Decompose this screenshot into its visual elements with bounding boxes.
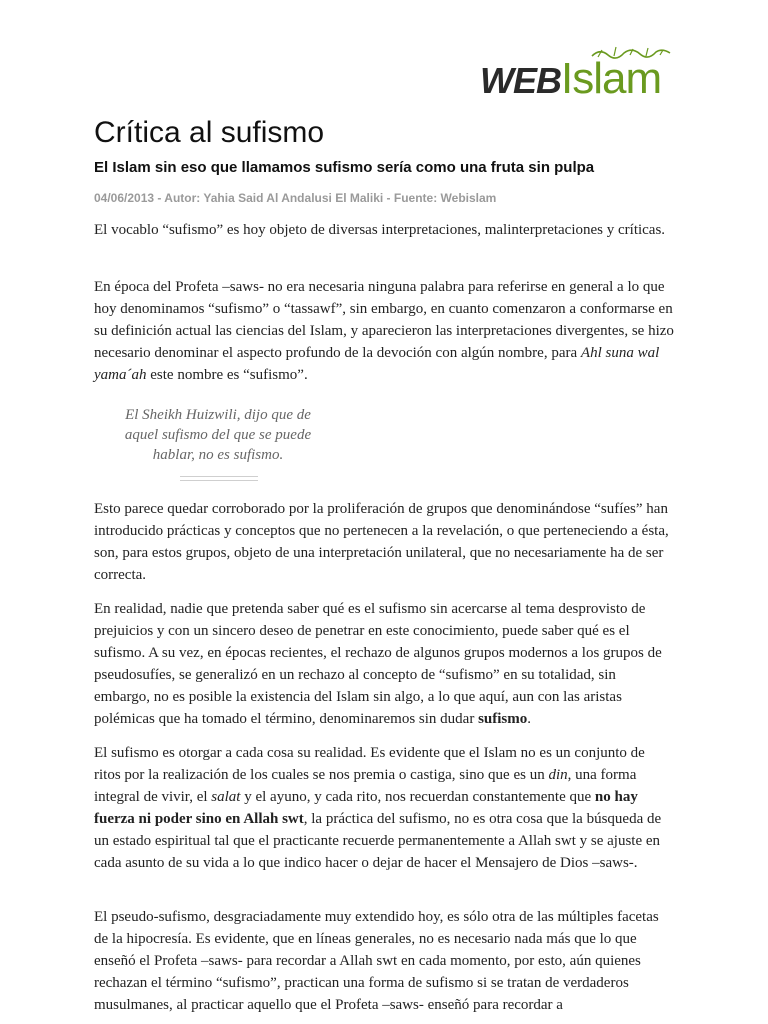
article-title: Crítica al sufismo bbox=[94, 116, 325, 149]
paragraph-4-text-a: En realidad, nadie que pretenda saber qué es el sufismo sin acercarse al tema desprovisto de prejuicios y con un sincero deseo de penetrar en este conocimiento, puede saber qué es el sufismo. A su vez, en épocas recientes, el rechazo de algunos grupos modernos a los grupos de pseudosufíes, se generalizó en un rechazo al concepto de “sufismo” en su totalidad, sin embargo, no es posible la existencia del Islam sin algo, a lo que aquí, aun con las aristas polémicas que ha tomado el término, denominaremos sin dudar bbox=[94, 601, 662, 727]
paragraph-3: Esto parece quedar corroborado por la proliferación de grupos que denominándose “sufíes” han introducido prácticas y conceptos que no pertenecen a la revelación, o que perteneciendo a ésta, son, para estos grupos, objeto de una interpretación unilateral, que no necesariamente ha de ser correcta. bbox=[94, 501, 669, 583]
webislam-logo[interactable] bbox=[478, 40, 678, 104]
paragraph-5 bbox=[94, 742, 674, 874]
logo-web-text: WEB bbox=[480, 60, 561, 101]
paragraph-2-text-b: este nombre es “sufismo”. bbox=[146, 367, 308, 383]
paragraph-1: El vocablo “sufismo” es hoy objeto de diversas interpretaciones, malinterpretaciones y críticas. bbox=[94, 222, 666, 238]
paragraph-4 bbox=[94, 598, 674, 730]
paragraph-5-text-a: El sufismo es otorgar a cada cosa su realidad. Es evidente que el Islam no es un conjunto de ritos por la realización de los cuales se nos premia o castiga, sino que es un bbox=[94, 745, 645, 783]
paragraph-5-text-d: , la práctica del sufismo, no es otra cosa que la búsqueda de un estado espiritual tal que el practicante recuerde permanentemente a Allah swt y se ajuste en cada asunto de su vida a lo que indico hacer o dejar de hacer el Mensajero de Dios –saws-. bbox=[94, 811, 662, 871]
paragraph-6: El pseudo-sufismo, desgraciadamente muy extendido hoy, es sólo otra de las múltiples facetas de la hipocresía. Es evidente, que en líneas generales, no es necesario nada más que lo que enseñó el Profeta –saws- para recordar a Allah swt en cada momento, por esto, aún quienes rechazan el término “sufismo”, practican una forma de sufismo si se tratan de verdaderos musulmanes, al practicar aquello que el Profeta –saws- enseñó para recordar a bbox=[94, 909, 659, 1013]
pull-quote-divider bbox=[180, 476, 258, 481]
pull-quote: El Sheikh Huizwili, dijo que de aquel sufismo del que se puede hablar, no es sufismo. bbox=[124, 407, 312, 463]
article-subtitle: El Islam sin eso que llamamos sufismo sería como una fruta sin pulpa bbox=[94, 159, 595, 176]
paragraph-5-emphasis-salat: salat bbox=[211, 789, 241, 805]
paragraph-2-emphasis: Ahl suna wal yama´ah bbox=[94, 345, 660, 383]
paragraph-5-text-c: y el ayuno, y cada rito, nos recuerdan constantemente que bbox=[240, 789, 595, 805]
article-meta: 04/06/2013 - Autor: Yahia Said Al Andalusi El Maliki - Fuente: Webislam bbox=[94, 191, 497, 205]
paragraph-2 bbox=[94, 276, 674, 386]
paragraph-2-text-a: En época del Profeta –saws- no era necesaria ninguna palabra para referirse en general a lo que hoy denominamos “sufismo” o “tassawf”, sin embargo, en cuanto comenzaron a conformarse en su definición actual las ciencias del Islam, y aparecieron las interpretaciones divergentes, se hizo necesario denominar el aspecto profundo de la devoción con algún nombre, para bbox=[94, 279, 674, 361]
paragraph-5-emphasis-din: din bbox=[548, 767, 568, 783]
paragraph-4-text-b: . bbox=[527, 711, 532, 727]
logo-islam-text: Islam bbox=[561, 54, 662, 103]
paragraph-5-text-b: , una forma integral de vivir, el bbox=[94, 767, 637, 805]
paragraph-4-bold: sufismo bbox=[478, 711, 528, 727]
paragraph-5-bold: no hay fuerza ni poder sino en Allah swt bbox=[94, 789, 638, 827]
logo-wordmark bbox=[480, 56, 661, 112]
